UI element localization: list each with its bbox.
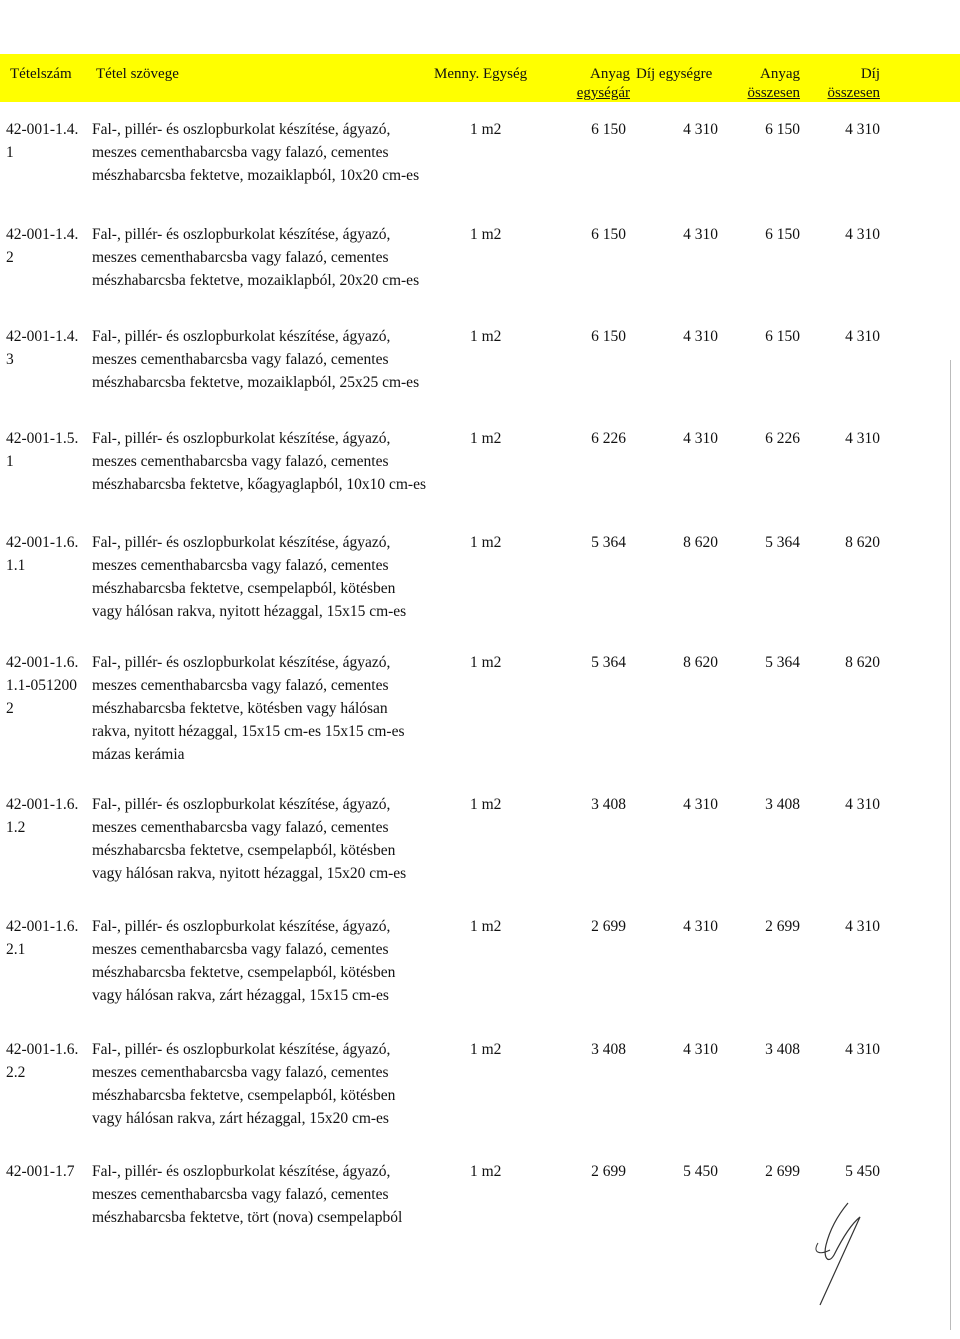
- item-description: Fal-, pillér- és oszlopburkolat készítése, ágyazó, meszes cementhabarcsba vagy falazó, cementes mészhabarcsba fektetve, tört (nova) csempelapból: [92, 1163, 403, 1226]
- header-code: Tételszám: [10, 66, 72, 82]
- fee-total: 4 310: [845, 226, 880, 243]
- fee-unit-price: 4 310: [683, 328, 718, 345]
- material-total: 3 408: [765, 796, 800, 813]
- fee-unit-price: 8 620: [683, 534, 718, 551]
- fee-total: 4 310: [845, 430, 880, 447]
- item-unit: 1 m2: [470, 918, 502, 935]
- item-code: 42-001-1.7: [6, 1163, 75, 1180]
- material-total: 2 699: [765, 1163, 800, 1180]
- item-code: 42-001-1.6.1.1: [6, 534, 79, 574]
- fee-total: 8 620: [845, 534, 880, 551]
- scan-edge-line: [950, 360, 951, 1330]
- item-unit: 1 m2: [470, 1163, 502, 1180]
- item-description: Fal-, pillér- és oszlopburkolat készítése, ágyazó, meszes cementhabarcsba vagy falazó, cementes mészhabarcsba fektetve, kötésben vagy hálósan rakva, nyitott hézaggal, 15x15 cm-es 15x15 cm-es mázas kerámia: [92, 654, 405, 763]
- header-material-total-2: összesen: [747, 85, 800, 101]
- fee-unit-price: 4 310: [683, 226, 718, 243]
- material-total: 5 364: [765, 534, 800, 551]
- item-unit: 1 m2: [470, 1041, 502, 1058]
- item-code: 42-001-1.6.1.2: [6, 796, 79, 836]
- table-header: [0, 54, 960, 102]
- material-total: 2 699: [765, 918, 800, 935]
- item-unit: 1 m2: [470, 328, 502, 345]
- item-code: 42-001-1.4.1: [6, 121, 79, 161]
- fee-total: 4 310: [845, 796, 880, 813]
- fee-total: 4 310: [845, 918, 880, 935]
- header-material-unit: Anyag: [590, 66, 630, 82]
- material-unit-price: 6 150: [591, 121, 626, 138]
- fee-unit-price: 4 310: [683, 1041, 718, 1058]
- material-unit-price: 2 699: [591, 918, 626, 935]
- item-description: Fal-, pillér- és oszlopburkolat készítése, ágyazó, meszes cementhabarcsba vagy falazó, cementes mészhabarcsba fektetve, mozaiklapból, 25x25 cm-es: [92, 328, 420, 391]
- material-unit-price: 6 150: [591, 226, 626, 243]
- fee-total: 4 310: [845, 121, 880, 138]
- item-unit: 1 m2: [470, 796, 502, 813]
- item-code: 42-001-1.4.2: [6, 226, 79, 266]
- material-unit-price: 3 408: [591, 796, 626, 813]
- item-description: Fal-, pillér- és oszlopburkolat készítése, ágyazó, meszes cementhabarcsba vagy falazó, cementes mészhabarcsba fektetve, kőagyaglapból, 10x10 cm-es: [92, 430, 426, 493]
- fee-total: 4 310: [845, 1041, 880, 1058]
- fee-unit-price: 5 450: [683, 1163, 718, 1180]
- item-description: Fal-, pillér- és oszlopburkolat készítése, ágyazó, meszes cementhabarcsba vagy falazó, cementes mészhabarcsba fektetve, csempelapból, kötésben vagy hálósan rakva, zárt hézaggal, 15x15 cm-es: [92, 918, 396, 1004]
- material-total: 5 364: [765, 654, 800, 671]
- header-description: Tétel szövege: [96, 66, 179, 82]
- material-total: 6 150: [765, 121, 800, 138]
- item-description: Fal-, pillér- és oszlopburkolat készítése, ágyazó, meszes cementhabarcsba vagy falazó, cementes mészhabarcsba fektetve, mozaiklapból, 10x20 cm-es: [92, 121, 420, 184]
- fee-total: 8 620: [845, 654, 880, 671]
- material-unit-price: 2 699: [591, 1163, 626, 1180]
- header-material-unit-2: egységár: [576, 85, 630, 101]
- fee-unit-price: 4 310: [683, 121, 718, 138]
- fee-unit-price: 4 310: [683, 796, 718, 813]
- header-fee-total: Díj: [860, 66, 880, 82]
- header-unit: Menny. Egység: [434, 66, 528, 82]
- material-unit-price: 5 364: [591, 654, 626, 671]
- header-fee-total-2: összesen: [827, 85, 880, 101]
- item-unit: 1 m2: [470, 430, 502, 447]
- material-total: 3 408: [765, 1041, 800, 1058]
- item-unit: 1 m2: [470, 654, 502, 671]
- material-unit-price: 6 226: [591, 430, 626, 447]
- handwritten-signature: [790, 1195, 880, 1315]
- material-unit-price: 6 150: [591, 328, 626, 345]
- item-description: Fal-, pillér- és oszlopburkolat készítése, ágyazó, meszes cementhabarcsba vagy falazó, cementes mészhabarcsba fektetve, mozaiklapból, 20x20 cm-es: [92, 226, 420, 289]
- item-description: Fal-, pillér- és oszlopburkolat készítése, ágyazó, meszes cementhabarcsba vagy falazó, cementes mészhabarcsba fektetve, csempelapból, kötésben vagy hálósan rakva, nyitott hézaggal, 15x20 cm-es: [92, 796, 407, 882]
- item-description: Fal-, pillér- és oszlopburkolat készítése, ágyazó, meszes cementhabarcsba vagy falazó, cementes mészhabarcsba fektetve, csempelapból, kötésben vagy hálósan rakva, nyitott hézaggal, 15x15 cm-es: [92, 534, 407, 620]
- fee-unit-price: 8 620: [683, 654, 718, 671]
- item-code: 42-001-1.6.2.2: [6, 1041, 79, 1081]
- material-total: 6 150: [765, 226, 800, 243]
- item-unit: 1 m2: [470, 534, 502, 551]
- item-code: 42-001-1.6.2.1: [6, 918, 79, 958]
- item-code: 42-001-1.4.3: [6, 328, 79, 368]
- fee-total: 5 450: [845, 1163, 880, 1180]
- item-unit: 1 m2: [470, 121, 502, 138]
- header-material-total: Anyag: [760, 66, 800, 82]
- material-unit-price: 5 364: [591, 534, 626, 551]
- item-unit: 1 m2: [470, 226, 502, 243]
- material-total: 6 226: [765, 430, 800, 447]
- item-code: 42-001-1.5.1: [6, 430, 79, 470]
- item-description: Fal-, pillér- és oszlopburkolat készítése, ágyazó, meszes cementhabarcsba vagy falazó, cementes mészhabarcsba fektetve, csempelapból, kötésben vagy hálósan rakva, zárt hézaggal, 15x20 cm-es: [92, 1041, 396, 1127]
- item-code: 42-001-1.6.1.1-0512002: [6, 654, 79, 717]
- fee-total: 4 310: [845, 328, 880, 345]
- fee-unit-price: 4 310: [683, 430, 718, 447]
- header-fee-unit: Díj egységre: [636, 66, 713, 82]
- fee-unit-price: 4 310: [683, 918, 718, 935]
- material-total: 6 150: [765, 328, 800, 345]
- material-unit-price: 3 408: [591, 1041, 626, 1058]
